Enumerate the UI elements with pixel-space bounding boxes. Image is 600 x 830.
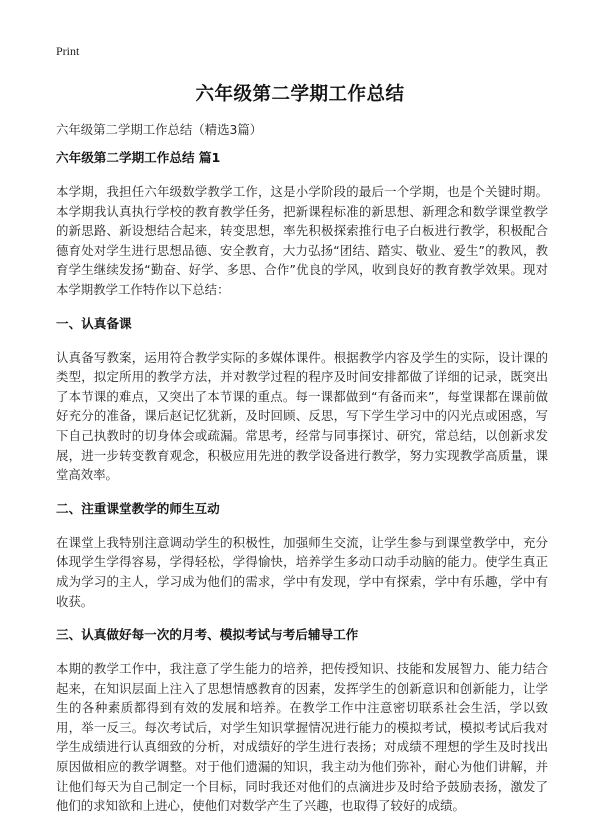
section-3 [56, 499, 548, 611]
document-subtitle: 六年级第二学期工作总结（精选3篇） [56, 122, 263, 137]
section-paragraph: 认真备写教案，运用符合教学实际的多媒体课件。根据教学内容及学生的实际，设计课的类型，拟定所用的教学方法，并对教学过程的程序及时间安排都做了详细的记录，既突出了本节课的难点，又突出了本节课的重点。每一课都做到“有备而来”，每堂课都在课前做好充分的准备，课后赵记忆犹新，及时回顾、反思，写下学生学习中的闪光点或困惑，写下自己执教时的切身体会或疏漏。常思考，经常与同事探讨、研究，常总结，以创新求发展，进一步转变教育观念，积极应用先进的教学设备进行教学，努力实现教学高质量，课堂高效率。 [56, 349, 548, 483]
section-heading: 六年级第二学期工作总结 篇1 [56, 150, 221, 165]
section-paragraph: 本期的教学工作中，我注意了学生能力的培养，把传授知识、技能和发展智力、能力结合起来，在知识层面上注入了思想情感教育的因素，发挥学生的创新意识和创新能力，让学生的各种素质都得到有效的发展和培养。在教学工作中注意密切联系社会生活，学以致用，举一反三。每次考试后，对学生知识掌握情况进行能力的模拟考试，模拟考试后我对学生成绩进行认真细致的分析，对成绩好的学生进行表扬；对成绩不理想的学生及时找出原因做相应的教学调整。对于他们遗漏的知识，我主动为他们弥补，耐心为他们讲解，并让他们每天为自己制定一个目标，同时我还对他们的点滴进步及时给予鼓励表扬，激发了他们的求知欲和上进心，使他们对数学产生了兴趣，也取得了较好的成绩。 [56, 661, 548, 814]
document-title: 六年级第二学期工作总结 [195, 84, 405, 105]
section-heading: 三、认真做好每一次的月考、模拟考试与考后辅导工作 [56, 627, 359, 643]
section-2 [56, 314, 548, 485]
section-heading: 一、认真备课 [56, 315, 132, 331]
section-heading: 二、注重课堂教学的师生互动 [56, 500, 220, 516]
print-label: Print [56, 44, 80, 58]
section-paragraph: 本学期，我担任六年级数学教学工作，这是小学阶段的最后一个学期，也是个关键时期。本学期我认真执行学校的教育教学任务，把新课程标准的新思想、新理念和数学课堂教学的新思路、新设想结合起来，转变思想，率先积极探索推行电子白板进行教学，积极配合德育处对学生进行思想品德、安全教育，大力弘扬“团结、踏实、敬业、爱生”的教风，教育学生继续发扬“勤奋、好学、多思、合作”优良的学风，收到良好的教育教学效果。现对本学期教学工作特作以下总结： [56, 184, 548, 297]
section-4 [56, 625, 548, 816]
section-paragraph: 在课堂上我特别注意调动学生的积极性，加强师生交流，让学生参与到课堂教学中，充分体现学生学得容易，学得轻松，学得愉快，培养学生多动口动手动脑的能力。使学生真正成为学习的主人，学习成为他们的需求，学中有发现，学中有探索，学中有乐趣，学中有收获。 [56, 534, 548, 609]
document-content [56, 148, 548, 830]
section-1 [56, 148, 548, 300]
